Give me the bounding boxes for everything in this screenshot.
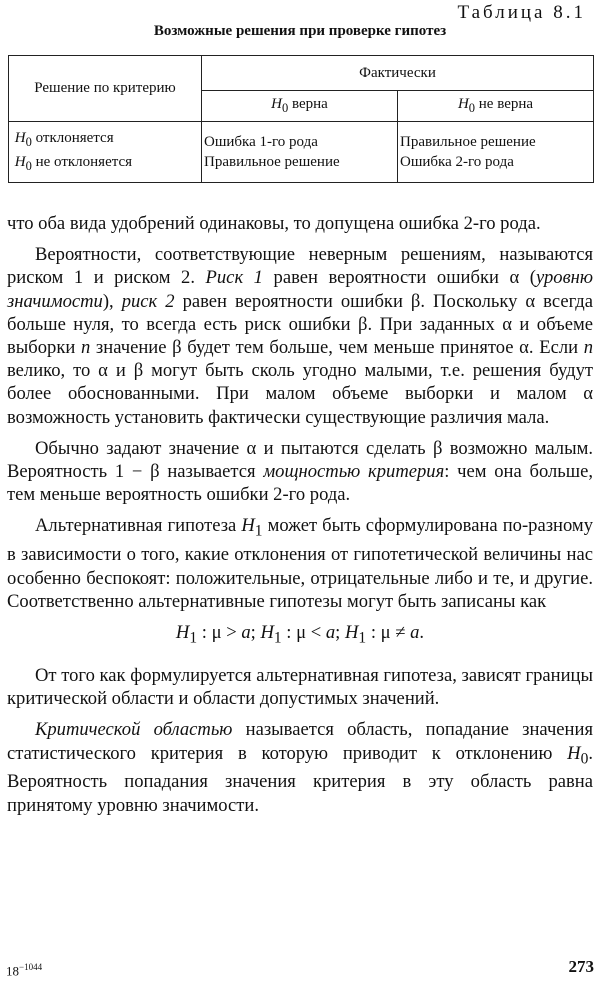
printer-signature: $18^{-1044}$ <box>6 961 43 978</box>
cell-h0-false: Правильное решение Ошибка 2-го рода <box>398 122 594 183</box>
paragraph-risks: Вероятности, соответствующие неверным решениям, называются риском 1 и риском 2. Риск 1 равен вероятности ошибки α (уровню значимости), риск 2 равен вероятности ошибки β. Поскольку α всегда больше нуля, то всегда есть риск ошибки β. При заданных α и объеме выборки n значение β будет тем больше, чем меньше принятое α. Если n велико, то α и β могут быть сколь угодно малыми, т.е. решения будут более обоснованными. При малом объеме выборки и малом α возможность установить фактически существующие различия мала. <box>7 244 594 428</box>
cell-h0-true: Ошибка 1-го рода Правильное решение <box>202 122 398 183</box>
paragraph-boundaries: От того как формулируется альтернативная гипотеза, зависят границы критической области и области допустимых значений. <box>7 664 593 710</box>
table-title: Возможные решения при проверке гипотез <box>153 23 447 39</box>
row-labels: $H_0$ отклоняется $H_0$ не отклоняется <box>9 122 202 183</box>
page-body <box>7 212 593 825</box>
paragraph-0: что оба вида удобрений одинаковы, то допущена ошибка 2-го рода. <box>7 213 541 234</box>
paragraph-power: Обычно задают значение α и пытаются сделать β возможно малым. Вероятность 1 − β называется мощностью критерия: чем она больше, тем меньше вероятность ошибки 2-го рода. <box>7 437 593 506</box>
header-criterion: Решение по критерию <box>9 56 202 122</box>
header-h0-false: $H_0$ не верна <box>398 91 594 122</box>
hypothesis-decision-table <box>8 55 594 183</box>
paragraph-alternative: Альтернативная гипотеза $H_1$ может быть сформулирована по-разному в зависимости о того, какие отклонения от гипотетической величины нас особенно беспокоят: положительные, отрицательные либо и те, и другие. Соответственно альтернативные гипотезы могут быть записаны как <box>7 515 593 612</box>
table-label: Таблица 8.1 <box>457 2 586 23</box>
alternative-hypotheses-formula: $H_1$ : μ > a; $H_1$ : μ < a; $H_1$ : μ ≠ a. <box>175 621 425 647</box>
paragraph-critical-region: Критической областью называется область, попадание значения статистического критерия в которую приводит к отклонению $H_0$. Вероятность попадания значения критерия в эту область равна принятому уровню значимости. <box>7 719 594 816</box>
page-number: 273 <box>568 957 594 976</box>
header-actual: Фактически <box>202 56 594 91</box>
header-h0-true: $H_0$ верна <box>202 91 398 122</box>
